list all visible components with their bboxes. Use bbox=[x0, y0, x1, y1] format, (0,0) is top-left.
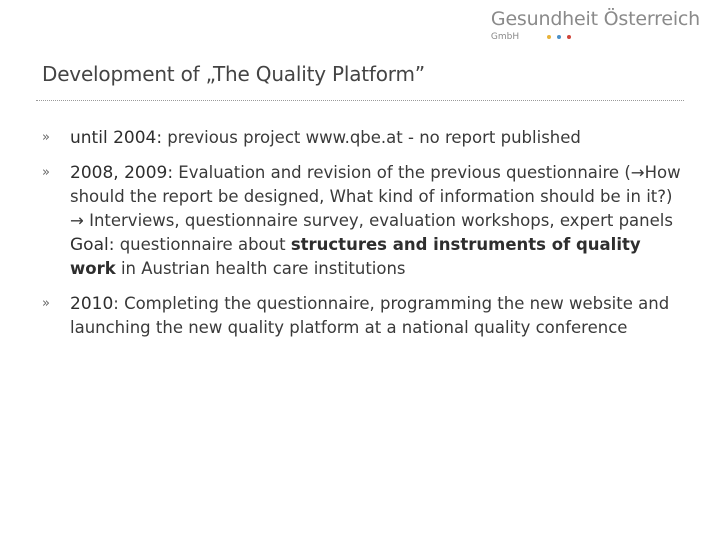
bullet-subline bbox=[70, 209, 690, 233]
bullet-marker: » bbox=[42, 130, 50, 145]
bullet-item-2004 bbox=[40, 126, 690, 150]
bullet-text: previous project www.qbe.at - no report published bbox=[162, 128, 581, 147]
bullet-text: How should the report be designed, What kind of information should be in it?) bbox=[70, 163, 681, 206]
bullet-marker: » bbox=[42, 296, 50, 311]
bullet-text: in Austrian health care institutions bbox=[115, 259, 406, 278]
bullet-goal-line bbox=[70, 233, 690, 281]
logo-name: Gesundheit Österreich bbox=[490, 8, 700, 30]
bullet-lead: 2010 bbox=[70, 294, 114, 314]
arrow-icon: → bbox=[70, 211, 84, 230]
logo-dot-yellow bbox=[547, 35, 551, 39]
arrow-icon: → bbox=[630, 163, 645, 182]
bullet-lead: 2008, 2009: bbox=[70, 163, 174, 183]
bullet-text: questionnaire about bbox=[114, 235, 291, 254]
bullet-text: Evaluation and revision of the previous questionnaire ( bbox=[173, 163, 631, 182]
logo-dot-blue bbox=[557, 35, 561, 39]
bullet-list bbox=[40, 126, 690, 351]
logo-gmbh: GmbH bbox=[490, 32, 520, 42]
goal-label: Goal: bbox=[70, 235, 115, 255]
bullet-text: : Completing the questionnaire, programming the new website and launching the new quality platform at a national quality conference bbox=[70, 294, 670, 337]
logo-dot-red bbox=[567, 35, 571, 39]
title-divider bbox=[36, 100, 684, 101]
logo-sub bbox=[491, 32, 700, 42]
bullet-item-2010 bbox=[40, 292, 690, 340]
bullet-text: Interviews, questionnaire survey, evaluation workshops, expert panels bbox=[83, 211, 673, 230]
bullet-lead: until 2004: bbox=[70, 128, 163, 148]
slide-title: Development of „The Quality Platform” bbox=[42, 62, 425, 86]
bullet-item-2008-2009 bbox=[40, 161, 690, 281]
bullet-marker: » bbox=[42, 165, 50, 180]
company-logo bbox=[491, 8, 700, 42]
bullet-emphasis: structures and instruments of quality work bbox=[70, 235, 641, 278]
